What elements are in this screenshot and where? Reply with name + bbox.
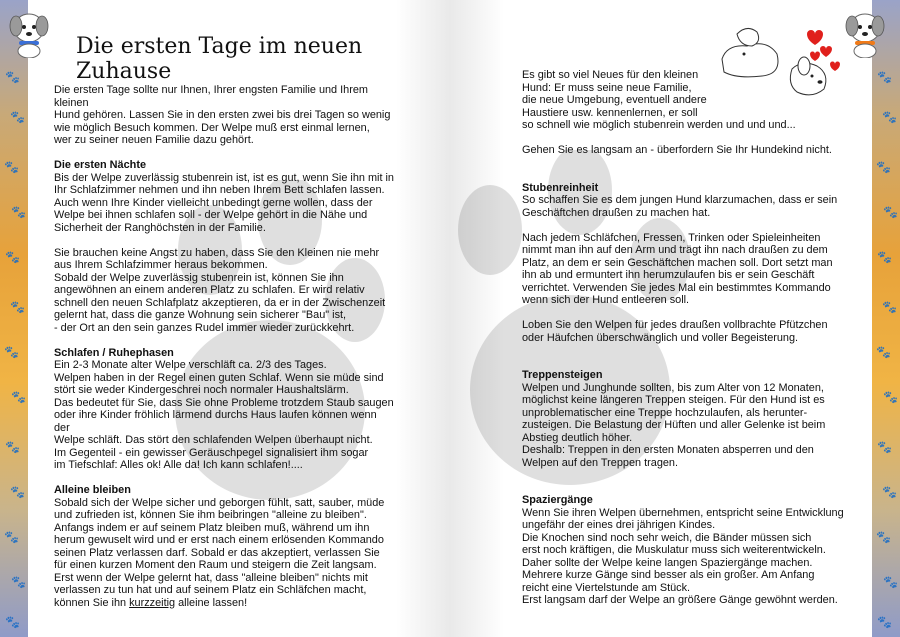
- text-line: wenn sich der Hund entleeren soll.: [522, 294, 690, 306]
- text-line: wie möglich Besuch kommen. Der Welpe muß erst einmal lernen,: [54, 121, 370, 134]
- text-line: Die Knochen sind noch sehr weich, die Bänder müssen sich: [522, 531, 812, 544]
- text-line: seinen Platz verlassen darf. Sobald er das akzeptiert, verlassen Sie: [54, 546, 380, 559]
- text-line: Mehrere kurze Gänge sind besser als ein großer. Am Anfang: [522, 569, 815, 581]
- text-line: Im Gegenteil - ein gewisser Geräuschpegel signalisiert ihm sogar: [54, 446, 369, 459]
- text-line: aus Ihrem Schlafzimmer heraus bekommen.: [54, 259, 268, 271]
- text-line: Sie brauchen keine Angst zu haben, dass Sie den Kleinen nie mehr: [54, 246, 380, 259]
- text-line: Welpe schläft. Das stört den schlafenden Welpen überhaupt nicht.: [54, 434, 373, 446]
- text-line: wer zu seiner neuen Familie dazu gehört.: [54, 134, 254, 146]
- text-line: Erst langsam darf der Welpe an größere Gänge gewöhnt werden.: [522, 594, 838, 606]
- text-line: So schaffen Sie es dem jungen Hund klarzumachen, dass er sein: [522, 194, 838, 206]
- text-line: Bis der Welpe zuverlässig stubenrein ist, ist es gut, wenn Sie ihn mit in: [54, 171, 394, 184]
- text-line: Das bedeutet für Sie, dass Sie ohne Probleme trotzdem Staub saugen: [54, 396, 394, 409]
- paw-print-icon: 🐾: [4, 530, 19, 544]
- right-page: [450, 0, 900, 637]
- stuben-paragraph-b: [522, 232, 862, 307]
- paw-print-icon: 🐾: [876, 345, 891, 359]
- text-line: Sobald der Welpe zuverlässig stubenrein ist, können Sie ihn: [54, 271, 344, 284]
- right-text-column: [522, 69, 862, 607]
- section-heading-alleine: Alleine bleiben: [54, 484, 131, 496]
- text-line: die neue Umgebung, eventuell andere: [522, 94, 707, 106]
- section-heading-schlafen: Schlafen / Ruhephasen: [54, 346, 174, 359]
- text-line: Ihr Schlafzimmer nehmen und ihn neben Ihrem Bett schlafen lassen.: [54, 184, 385, 196]
- text-line: möglichst keine längeren Treppen steigen. Für den Hund ist es: [522, 394, 825, 406]
- paw-print-icon: 🐾: [10, 300, 25, 314]
- paw-print-icon: 🐾: [882, 485, 897, 499]
- puppy-mascot-icon: [842, 6, 888, 58]
- text-line: ungefähr der eines drei jährigen Kindes.: [522, 519, 716, 531]
- text-line: reicht eine Viertelstunde am Stück.: [522, 581, 691, 594]
- text-line: - der Ort an den sein ganzes Rudel immer wieder zurückkehrt.: [54, 321, 355, 334]
- text-line: Sobald sich der Welpe sicher und geborgen fühlt, satt, sauber, müde: [54, 496, 385, 509]
- text-line: Platz, an dem er sein Geschäftchen machen soll. Dort setzt man: [522, 256, 833, 269]
- paw-print-icon: 🐾: [882, 300, 897, 314]
- paw-print-icon: 🐾: [5, 250, 20, 264]
- paw-print-icon: 🐾: [883, 390, 898, 404]
- text-line: im Tiefschlaf: Alles ok! Alle da! Ich kann schlafen!....: [54, 459, 303, 471]
- page-title: Die ersten Tage im neuen Zuhause: [76, 34, 363, 84]
- paw-print-icon: 🐾: [5, 615, 20, 629]
- underlined-word: kurzzeitig: [129, 596, 176, 609]
- text-line: schnell den neuen Schlafplatz akzeptieren, da er in der Zwischenzeit: [54, 296, 386, 309]
- paw-print-icon: 🐾: [5, 440, 20, 454]
- text-line: verlassen zu tun hat und auf seinem Platz ein Schläfchen macht,: [54, 584, 367, 596]
- text-line: Welpen und Junghunde sollten, bis zum Alter von 12 Monaten,: [522, 381, 824, 394]
- section-heading-spaziergaenge: Spaziergänge: [522, 494, 593, 506]
- text-line: stört sie weder Kindergeschrei noch normaler Haushaltslärm.: [54, 384, 349, 396]
- text-line: Anfangs indem er auf seinem Platz bleiben muß, während um ihn: [54, 521, 370, 534]
- text-line: Auch wenn Ihre Kinder vielleicht unbedingt gerne wollen, dass der: [54, 196, 373, 209]
- text-line: Welpe bei ihnen schlafen soll - der Welpe gehört in die Nähe und: [54, 209, 368, 221]
- paw-print-icon: 🐾: [876, 530, 891, 544]
- paw-print-icon: 🐾: [883, 205, 898, 219]
- text-line: Wenn Sie ihren Welpen übernehmen, entspricht seine Entwicklung: [522, 506, 844, 519]
- paw-print-icon: 🐾: [877, 615, 892, 629]
- puppy-mascot-icon: [6, 6, 52, 58]
- paw-print-icon: 🐾: [11, 390, 26, 404]
- paw-print-icon: 🐾: [4, 345, 19, 359]
- text-line: Sicherheit der Ranghöchsten in der Familie.: [54, 221, 266, 234]
- paw-print-icon: 🐾: [883, 575, 898, 589]
- text-line: Ein 2-3 Monate alter Welpe verschläft ca. 2/3 des Tages.: [54, 359, 327, 371]
- section-heading-treppensteigen: Treppensteigen: [522, 369, 603, 381]
- paw-print-icon: 🐾: [882, 110, 897, 124]
- heart-icon: [807, 30, 823, 45]
- alleine-paragraph: [54, 497, 394, 610]
- text-line: Hund gehören. Lassen Sie in den ersten zwei bis drei Tagen so wenig: [54, 109, 391, 121]
- text-line: so schnell wie möglich stubenrein werden und und und...: [522, 119, 796, 131]
- stuben-paragraph-a: [522, 194, 862, 219]
- spazier-paragraph: [522, 507, 862, 607]
- heart-icon: [810, 52, 820, 62]
- text-line: Deshalb: Treppen in den ersten Monaten absperren und den: [522, 444, 814, 456]
- text-line: Erst wenn der Welpe gelernt hat, dass "alleine bleiben" nichts mit: [54, 571, 368, 584]
- intro-paragraph: [522, 69, 862, 132]
- left-text-column: [54, 84, 394, 609]
- text-line: Abstieg deutlich höher.: [522, 431, 633, 444]
- text-fragment: alleine lassen!: [175, 596, 248, 609]
- text-line: Welpen haben in der Regel einen guten Schlaf. Wenn sie müde sind: [54, 371, 384, 384]
- section-heading-naechte: Die ersten Nächte: [54, 159, 147, 171]
- text-line: ihn ab und ermuntert ihn herumzulaufen bis er sein Geschäft: [522, 269, 815, 281]
- text-line: zusteigen. Die Belastung der Hüften und aller Gelenke ist beim: [522, 419, 826, 431]
- text-line: oder ihre Kinder fröhlich lärmend durchs Haus laufen können wenn der: [54, 409, 377, 434]
- naechte-paragraph-a: [54, 172, 394, 235]
- text-line: Geschäftchen draußen zu machen hat.: [522, 206, 711, 219]
- paw-print-icon: 🐾: [877, 70, 892, 84]
- right-paw-border: [872, 0, 900, 637]
- heart-icon: [820, 46, 832, 57]
- paw-print-icon: 🐾: [876, 160, 891, 174]
- text-line: Die ersten Tage sollte nur Ihnen, Ihrer engsten Familie und Ihrem kleinen: [54, 84, 368, 109]
- treppen-paragraph: [522, 382, 862, 470]
- text-line: Es gibt so viel Neues für den kleinen: [522, 69, 699, 81]
- text-line: Gehen Sie es langsam an - überfordern Sie Ihr Hundekind nicht.: [522, 144, 832, 156]
- text-line: unproblematischer eine Treppe hochzulaufen, als herunter-: [522, 406, 808, 419]
- section-heading-stubenreinheit: Stubenreinheit: [522, 181, 599, 194]
- text-line: Hund: Er muss seine neue Familie,: [522, 81, 692, 94]
- text-fragment: können Sie ihn: [54, 596, 130, 609]
- text-line: und zufrieden ist, können Sie ihm beibringen "alleine zu bleiben".: [54, 509, 367, 521]
- schlafen-paragraph: [54, 359, 394, 472]
- text-line: Daher sollte der Welpe keine langen Spaziergänge machen.: [522, 556, 813, 569]
- paw-print-icon: 🐾: [877, 440, 892, 454]
- text-line: angewöhnen an einem anderen Platz zu schlafen. Er wird relativ: [54, 284, 365, 296]
- text-line: gelernt hat, dass die ganze Wohnung sein sicherer "Bau" ist,: [54, 309, 347, 321]
- left-paw-border: [0, 0, 28, 637]
- text-line: Welpen auf den Treppen tragen.: [522, 456, 679, 469]
- text-line: erst noch kräftigen, die Muskulatur muss sich weiterentwickeln.: [522, 544, 826, 556]
- intro-paragraph: [54, 84, 394, 147]
- text-line: [54, 597, 394, 610]
- paw-print-icon: 🐾: [877, 250, 892, 264]
- paw-print-icon: 🐾: [10, 110, 25, 124]
- text-line: Haustiere usw. kennenlernen, er soll: [522, 106, 698, 119]
- text-line: Loben Sie den Welpen für jedes draußen vollbrachte Pfützchen: [522, 319, 828, 331]
- text-line: nimmt man ihn auf den Arm und trägt ihn nach draußen zu dem: [522, 244, 828, 256]
- paw-print-icon: 🐾: [10, 485, 25, 499]
- paw-print-icon: 🐾: [11, 575, 26, 589]
- paw-print-icon: 🐾: [4, 160, 19, 174]
- text-line: verrichtet. Verwenden Sie jedes Mal ein bestimmtes Kommando: [522, 281, 831, 294]
- stuben-paragraph-c: [522, 319, 862, 344]
- text-line: oder Häufchen überschwänglich und voller Begeisterung.: [522, 331, 799, 344]
- text-line: Nach jedem Schläfchen, Fressen, Trinken oder Spieleinheiten: [522, 231, 821, 244]
- text-line: herum gewuselt wird und er erst nach einem erlösenden Kommando: [54, 534, 384, 546]
- text-line: für einen kurzen Moment den Raum und steigern die Zeit langsam.: [54, 559, 377, 571]
- naechte-paragraph-b: [54, 247, 394, 335]
- paw-print-icon: 🐾: [5, 70, 20, 84]
- paw-print-icon: 🐾: [11, 205, 26, 219]
